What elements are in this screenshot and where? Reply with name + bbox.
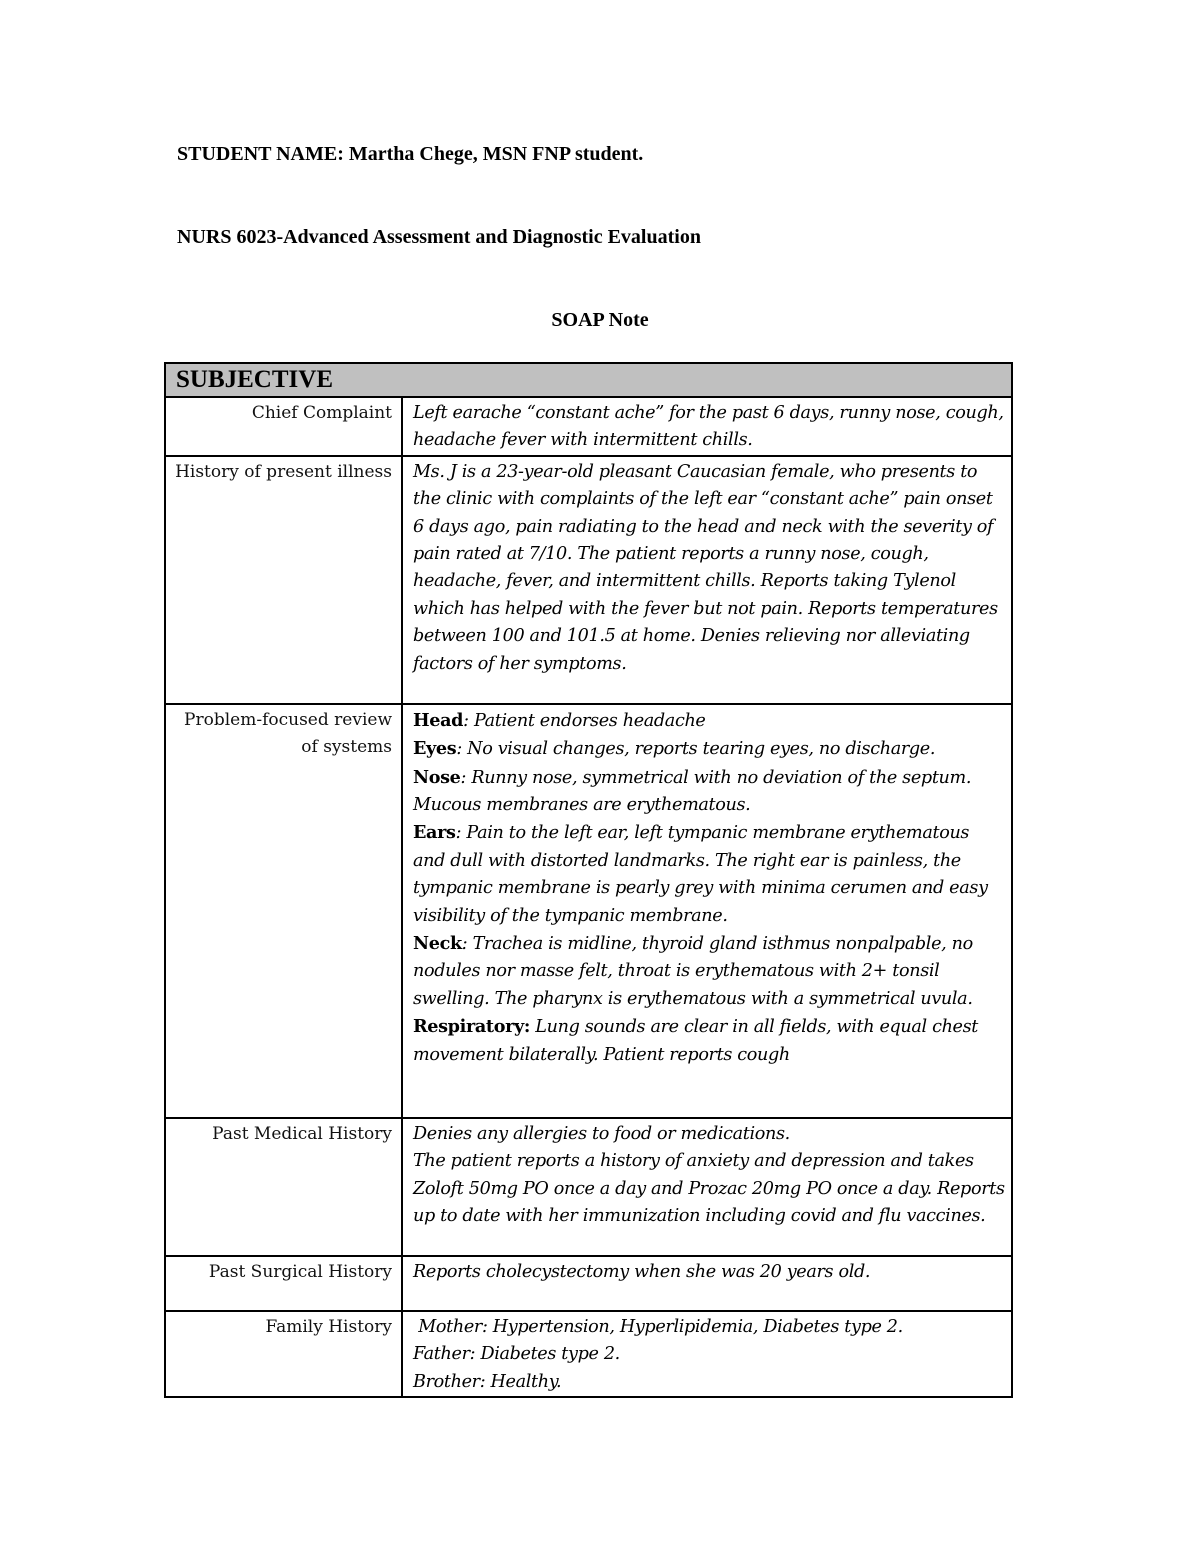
pmh-line: Denies any allergies to food or medications. xyxy=(413,1123,790,1144)
ros-item-neck xyxy=(413,930,1005,1013)
ros-finding: Runny nose, symmetrical with no deviation of the septum. Mucous membranes are erythematous. xyxy=(413,767,972,816)
table-row-family-history xyxy=(165,1311,1012,1397)
row-content xyxy=(402,1118,1012,1256)
row-label: Past Surgical History xyxy=(165,1256,402,1311)
ros-system-label: Respiratory: xyxy=(413,1016,531,1038)
family-history-line: Father: Diabetes type 2. xyxy=(413,1344,620,1365)
ros-system-label: Head xyxy=(413,709,464,731)
row-content xyxy=(402,1311,1012,1397)
row-label: Problem-focused review of systems xyxy=(165,704,402,1118)
ros-separator: : xyxy=(456,739,468,760)
table-row-past-medical-history xyxy=(165,1118,1012,1256)
ros-item-ears xyxy=(413,819,1005,930)
pmh-line: The patient reports a history of anxiety and depression and takes Zoloft 50mg PO once a day and Prozac 20mg PO once a day. Reports up to date with her immunization including covid and flu vaccines. xyxy=(413,1151,1005,1227)
table-row-past-surgical-history xyxy=(165,1256,1012,1311)
ros-system-label: Ears xyxy=(413,822,456,844)
family-history-line: Mother: Hypertension, Hyperlipidemia, Diabetes type 2. xyxy=(413,1316,903,1337)
ros-item-head xyxy=(413,707,1005,735)
row-label: History of present illness xyxy=(165,456,402,704)
ros-finding: Trachea is midline, thyroid gland isthmus nonpalpable, no nodules nor masse felt, throat is erythematous with 2+ tonsil swelling. The pharynx is erythematous with a symmetrical uvula. xyxy=(413,934,973,1009)
ros-separator: : xyxy=(461,934,473,955)
ros-separator: : xyxy=(460,767,472,788)
section-title-subjective: SUBJECTIVE xyxy=(165,363,1012,397)
soap-table xyxy=(164,362,1013,1398)
row-label: Chief Complaint xyxy=(165,397,402,456)
row-label: Past Medical History xyxy=(165,1118,402,1256)
ros-system-label: Neck xyxy=(413,933,462,955)
ros-separator: : xyxy=(455,823,467,844)
ros-item-eyes xyxy=(413,735,1005,763)
row-content: Ms. J is a 23-year-old pleasant Caucasian female, who presents to the clinic with complaints of the left ear “constant ache” pain onset 6 days ago, pain radiating to the head and neck with the severity of pain rated at 7/10. The patient reports a runny nose, cough, headache, fever, and intermittent chills. Reports taking Tylenol which has helped with the fever but not pain. Reports temperatures between 100 and 101.5 at home. Denies relieving nor alleviating factors of her symptoms. xyxy=(402,456,1012,704)
table-row-review-of-systems xyxy=(165,704,1012,1118)
ros-item-nose xyxy=(413,764,1005,820)
ros-item-respiratory xyxy=(413,1013,1005,1069)
ros-finding: Pain to the left ear, left tympanic membrane erythematous and dull with distorted landmarks. The right ear is painless, the tympanic membrane is pearly grey with minima cerumen and easy visibility of the tympanic membrane. xyxy=(413,823,988,926)
ros-finding: Patient endorses headache xyxy=(473,710,706,731)
student-name-heading: STUDENT NAME: Martha Chege, MSN FNP student. xyxy=(177,143,644,165)
ros-system-label: Nose xyxy=(413,766,461,788)
ros-finding: Lung sounds are clear in all fields, with equal chest movement bilaterally. Patient reports cough xyxy=(413,1017,979,1065)
course-heading: NURS 6023-Advanced Assessment and Diagnostic Evaluation xyxy=(177,226,701,248)
section-header-row xyxy=(165,363,1012,397)
ros-finding: No visual changes, reports tearing eyes, no discharge. xyxy=(467,739,936,760)
ros-separator: : xyxy=(463,710,474,731)
row-content: Reports cholecystectomy when she was 20 years old. xyxy=(402,1256,1012,1311)
family-history-line: Brother: Healthy. xyxy=(413,1371,562,1392)
row-content xyxy=(402,704,1012,1118)
document-title: SOAP Note xyxy=(551,309,649,331)
ros-system-label: Eyes xyxy=(413,738,457,760)
table-row-chief-complaint xyxy=(165,397,1012,456)
row-label: Family History xyxy=(165,1311,402,1397)
row-content: Left earache “constant ache” for the past 6 days, runny nose, cough, headache fever with intermittent chills. xyxy=(402,397,1012,456)
table-row-history-present-illness xyxy=(165,456,1012,704)
